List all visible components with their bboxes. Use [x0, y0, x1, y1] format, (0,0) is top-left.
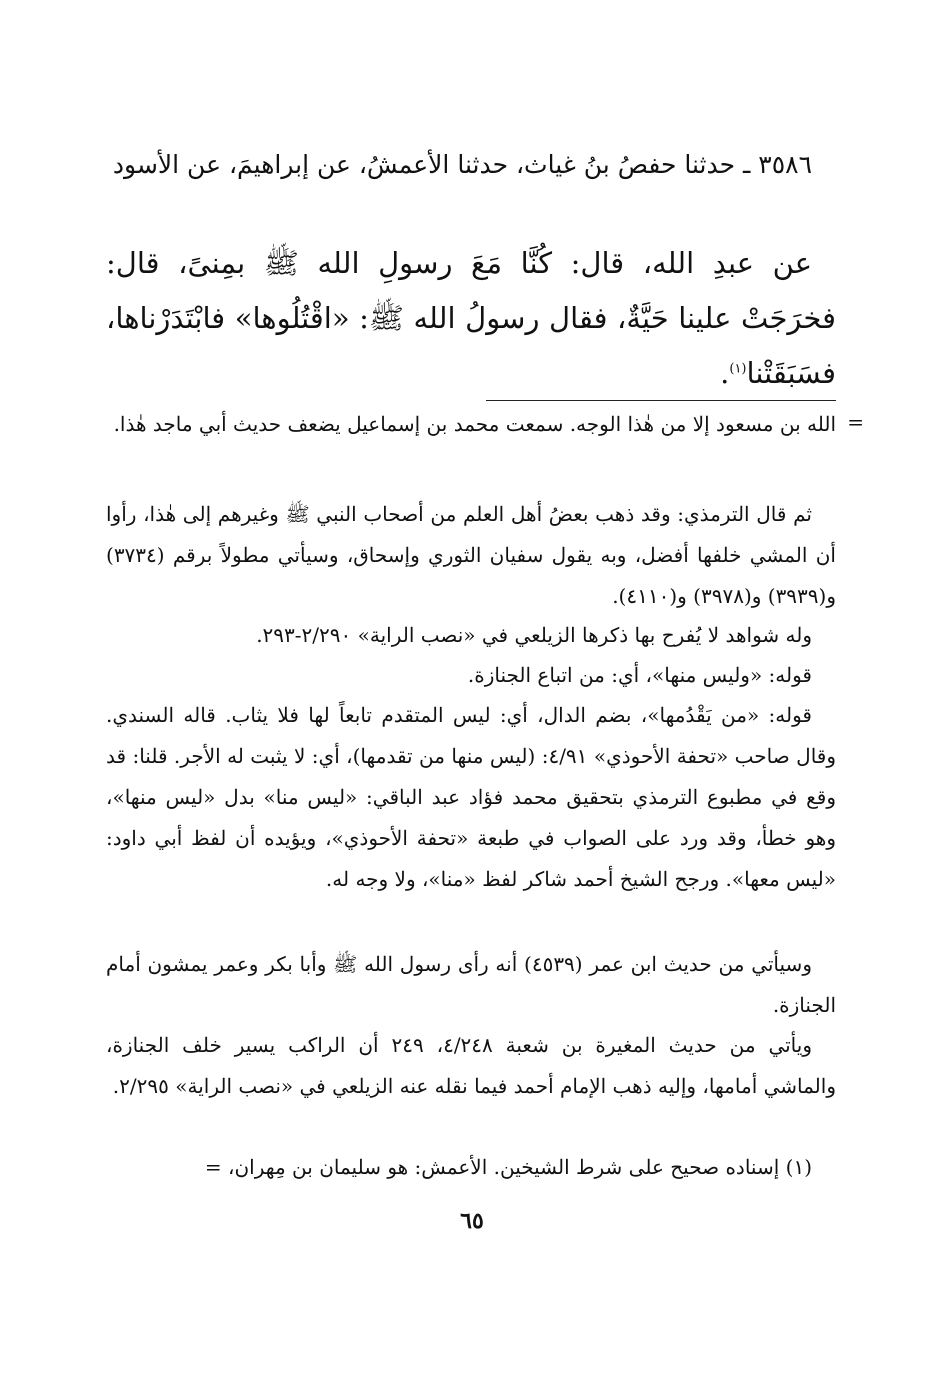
footnote-reference: (١) — [729, 361, 747, 377]
footnote-paragraph: ثم قال الترمذي: وقد ذهب بعضُ أهل العلم من أصحاب النبي ﷺ وغيرهم إلى هٰذا، رأوا أن المشي خلفها أفضل، وبه يقول سفيان الثوري وإسحاق، وسيأتي مطولاً برقم (٣٧٣٤) و(٣٩٣٩) و(٣٩٧٨) و(٤١١٠). — [106, 502, 836, 608]
hadith-matn-end: . — [720, 356, 730, 390]
page-number: ٦٥ — [460, 1208, 484, 1234]
footnote-separator — [486, 400, 836, 401]
footnote-paragraph: قوله: «وليس منها»، أي: من اتباع الجنازة. — [467, 663, 812, 687]
footnote-paragraph: ويأتي من حديث المغيرة بن شعبة ٤/٢٤٨، ٢٤٩ أن الراكب يسير خلف الجنازة، والماشي أمامها، وإليه ذهب الإمام أحمد فيما نقله عنه الزيلعي في «نصب الراية» ٢/٢٩٥. — [106, 1033, 836, 1098]
hadith-matn — [106, 236, 836, 401]
hadith-matn-text: عن عبدِ الله، قال: كُنَّا مَعَ رسولِ الله ﷺ بمِنىً، قال: فخرَجَتْ علينا حَيَّةٌ، فقال رسولُ الله ﷺ: «اقْتُلُوها» فابْتَدَرْناها، فسَبَقَتْنا — [106, 246, 836, 390]
footnote-paragraph: (١) إسناده صحيح على شرط الشيخين. الأعمش: هو سليمان بن مِهران، = — [204, 1155, 812, 1179]
hadith-isnad — [106, 138, 836, 192]
footnote-paragraph: وسيأتي من حديث ابن عمر (٤٥٣٩) أنه رأى رسول الله ﷺ وأبا بكر وعمر يمشون أمام الجنازة. — [106, 952, 836, 1017]
hadith-isnad-text: ٣٥٨٦ ـ حدثنا حفصُ بنُ غياث، حدثنا الأعمشُ، عن إبراهيمَ، عن الأسود — [112, 150, 812, 179]
footnote-paragraph: الله بن مسعود إلا من هٰذا الوجه. سمعت محمد بن إسماعيل يضعف حديث أبي ماجد هٰذا. — [113, 412, 836, 436]
footnote-continuation-mark: = — [847, 410, 864, 434]
footnote-paragraph: وله شواهد لا يُفرح بها ذكرها الزيلعي في «نصب الراية» ٢/٢٩٠-٢٩٣. — [256, 623, 812, 647]
footnote-paragraph: قوله: «من يَقْدُمها»، بضم الدال، أي: ليس المتقدم تابعاً لها فلا يثاب. قاله السندي. وقال صاحب «تحفة الأحوذي» ٤/٩١: (ليس منها من تقدمها)، أي: لا يثبت له الأجر. قلنا: قد وقع في مطبوع الترمذي بتحقيق محمد فؤاد عبد الباقي: «ليس منا» بدل «ليس منها»، وهو خطأ، وقد ورد على الصواب في طبعة «تحفة الأحوذي»، ويؤيده أن لفظ أبي داود: «ليس معها». ورجح الشيخ أحمد شاكر لفظ «منا»، ولا وجه له. — [106, 703, 837, 891]
